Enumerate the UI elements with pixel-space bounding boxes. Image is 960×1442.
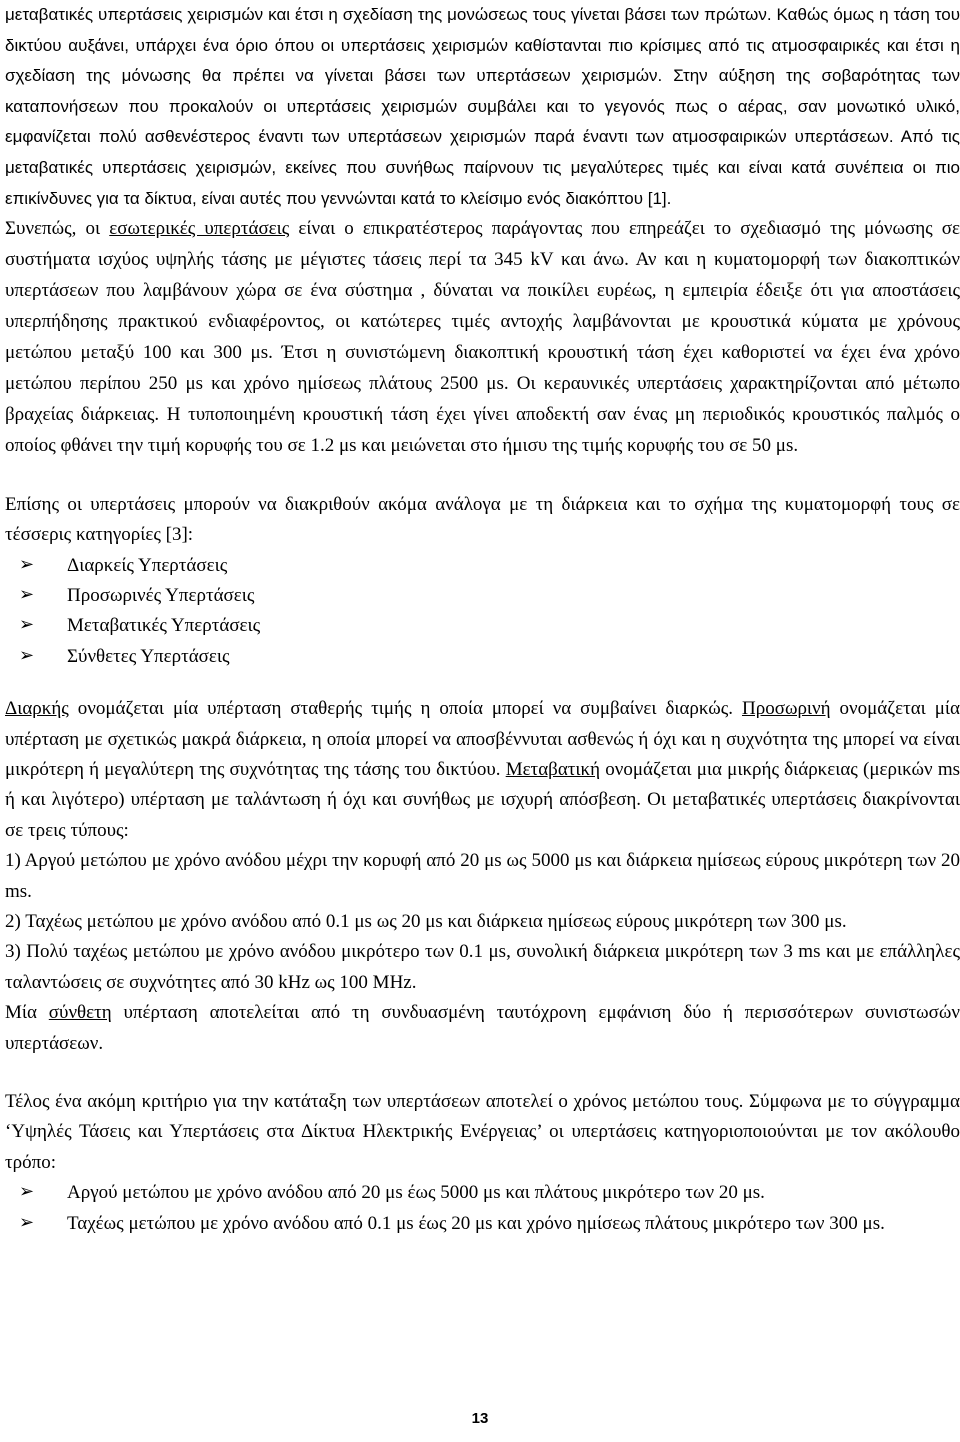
arrow-bullet-icon: ➢ (19, 644, 35, 666)
arrow-bullet-icon: ➢ (19, 584, 35, 606)
arrow-bullet-icon: ➢ (19, 1181, 35, 1203)
paragraph-switching-overvoltages-a: μεταβατικές υπερτάσεις χειρισμών και έτσι η σχεδίαση της μονώσεως τους γίνεται βάσει των πρώτων. Καθώς όμως η τάση του δικτύου αυξάνει, υπάρχει ένα όριο όπου οι υπερτάσεις χειρισμών καθίστανται πιο κρίσιμες από τις ατμοσφαιρικές και έτσι η σχεδίαση της μόνωσης θα πρέπει να γίνεται βάσει των υπερτάσεων χειρισμών. Στην αύξηση της σοβαρότητας των καταπονήσεων που προκαλούν οι υπερτάσεις χειρισμών συμβάλει και το γεγονός πως ο αέρας, σαν μονωτικό υλικό, εμφανίζεται πολύ ασθενέστερος έναντι των υπερτάσεων χειρισμών παρά έναντι των ατμοσφαιρικών υπερτάσεων. (5, 5, 960, 147)
category-label: Σύνθετες Υπερτάσεις (67, 645, 230, 667)
category-label: Διαρκείς Υπερτάσεις (67, 554, 228, 576)
page-number: 13 (471, 1410, 489, 1427)
spacer (5, 1059, 960, 1087)
term-composite: σύνθετη (48, 1002, 112, 1024)
category-label: Προσωρινές Υπερτάσεις (67, 585, 255, 607)
text-block-4 (5, 694, 960, 1059)
paragraph-internal-overvoltages (5, 214, 960, 462)
paragraph-switching-overvoltages (5, 0, 960, 214)
term-permanent: Διαρκής (5, 698, 69, 720)
arrow-bullet-icon: ➢ (19, 614, 35, 636)
paragraph-internal-overvoltages-pre: Συνεπώς, οι (5, 218, 110, 240)
paragraph-composite-pre: Μία (5, 1002, 49, 1024)
list-item (5, 611, 960, 641)
term-transient: Μεταβατική (505, 759, 601, 781)
arrow-bullet-icon: ➢ (19, 553, 35, 575)
definition-permanent: ονομάζεται μία υπέρταση σταθερής τιμής η οποία μπορεί να συμβαίνει διαρκώς. (68, 698, 742, 720)
front-class-text: Αργού μετώπου με χρόνο ανόδου από 20 μs έως 5000 μs και πλάτους μικρότερο των 20 μs. (67, 1182, 765, 1204)
term-temporary: Προσωρινή (742, 698, 831, 720)
paragraph-front-time-criterion: Τέλος ένα ακόμη κριτήριο για την κατάταξη των υπερτάσεων αποτελεί ο χρόνος μετώπου τους. Σύμφωνα με το σύγγραμμα ‘Υψηλές Τάσεις και Υπερτάσεις στα Δίκτυα Ηλεκτρικής Ενέργειας’ οι υπερτάσεις κατηγοριοποιούνται με τον ακόλουθο τρόπο: (5, 1090, 960, 1173)
paragraph-definitions (5, 694, 960, 846)
paragraph-internal-overvoltages-post: είναι ο επικρατέστερος παράγοντας που επηρεάζει το σχεδιασμό της μόνωσης σε συστήματα ισχύος υψηλής τάσης με μέγιστες τάσεις περί τα 345 kV και άνω. Αν και η κυματομορφή των διακοπτικών υπερτάσεων που λαμβάνουν χώρα σε ένα σύστημα , δύναται να ποικίλει ευρέως, η εμπειρία έδειξε ότι για αποστάσεις υπερπήδησης πρακτικού ενδιαφέροντος, οι κατώτερες τιμές αντοχής λαμβάνονται με κρουστικά κύματα με χρόνους μετώπου μεταξύ 100 και 300 μs. Έτσι η συνιστώμενη διακοπτική κρουστική τάση έχει καθοριστεί να έχει ένα χρόνο μετώπου περίπου 250 μs και χρόνο ημίσεως πλάτους 2500 μs. Οι κεραυνικές υπερτάσεις χαρακτηρίζονται από μέτωπο βραχείας διάρκειας. Η τυποποιημένη κρουστική τάση έχει γίνει αποδεκτή σαν ένας μη περιοδικός κρουστικός παλμός ο οποίος φθάνει την τιμή κορυφής του σε 1.2 μs και μειώνεται στο ήμισυ της τιμής κορυφής του σε 50 μs. (5, 218, 960, 456)
list-item (5, 1178, 960, 1208)
text-block-5 (5, 1087, 960, 1239)
text-block-2 (5, 214, 960, 462)
paragraph-categories-intro: Επίσης οι υπερτάσεις μπορούν να διακριθούν ακόμα ανάλογα με τη διάρκεια και το σχήμα της κυματομορφή τους σε τέσσερις κατηγορίες [3]: (5, 493, 960, 546)
arrow-bullet-icon: ➢ (19, 1211, 35, 1233)
definition-transient: ονομάζεται μια μικρής διάρκειας (μερικών ms ή και λιγότερο) υπέρταση με ταλάντωση ή όχι και συνήθως με ισχυρή απόσβεση. Οι μεταβατικές υπερτάσεις διακρίνονται σε τρεις τύπους: (5, 759, 960, 841)
transient-type-1: 1) Αργού μετώπου με χρόνο ανόδου μέχρι την κορυφή από 20 μs ως 5000 μs και διάρκεια ημίσεως εύρους μικρότερη των 20 ms. (5, 850, 960, 902)
list-item (5, 642, 960, 672)
spacer (5, 462, 960, 490)
list-item (5, 581, 960, 611)
front-class-text: Ταχέως μετώπου με χρόνο ανόδου από 0.1 μs έως 20 μs και χρόνο ημίσεως πλάτους μικρότερο των 300 μs. (67, 1212, 885, 1234)
transient-type-3: 3) Πολύ ταχέως μετώπου με χρόνο ανόδου μικρότερο των 0.1 μs, συνολική διάρκεια μικρότερη των 3 ms και με επάλληλες ταλαντώσεις σε συχνότητες από 30 kHz ως 100 MHz. (5, 941, 960, 993)
category-label: Μεταβατικές Υπερτάσεις (67, 615, 261, 637)
front-classes-list (5, 1178, 960, 1239)
transient-type-2: 2) Ταχέως μετώπου με χρόνο ανόδου από 0.1 μs ως 20 μs και διάρκεια ημίσεως εύρους μικρότερη των 300 μs. (5, 910, 847, 932)
paragraph-switching-overvoltages-b: Από τις μεταβατικές υπερτάσεις χειρισμών, εκείνες που συνήθως παίρνουν τις μεγαλύτερες τιμές και είναι κατά συνέπεια οι πιο επικίνδυνες για τα δίκτυα, είναι αυτές που γεννώνται κατά το κλείσιμο ενός διακόπτου [1]. (5, 127, 960, 208)
list-item (5, 551, 960, 581)
text-block-3 (5, 490, 960, 672)
paragraph-composite (5, 998, 960, 1059)
text-block-1 (5, 0, 960, 214)
internal-overvoltages-link[interactable]: εσωτερικές υπερτάσεις (109, 218, 290, 240)
definition-temporary: ονομάζεται μία υπέρταση με σχετικώς μακρά διάρκεια, η οποία μπορεί να αποσβέννυται ασθενώς ή όχι και η συχνότητα της μπορεί να είναι μικρότερη ή μεγαλύτερη της συχνότητας της τάσης του δικτύου. (5, 698, 960, 781)
spacer (5, 672, 960, 694)
paragraph-composite-post: υπέρταση αποτελείται από τη συνδυασμένη ταυτόχρονη εμφάνιση δύο ή περισσότερων συνιστωσών υπερτάσεων. (5, 1002, 960, 1054)
categories-list (5, 551, 960, 673)
list-item (5, 1209, 960, 1239)
